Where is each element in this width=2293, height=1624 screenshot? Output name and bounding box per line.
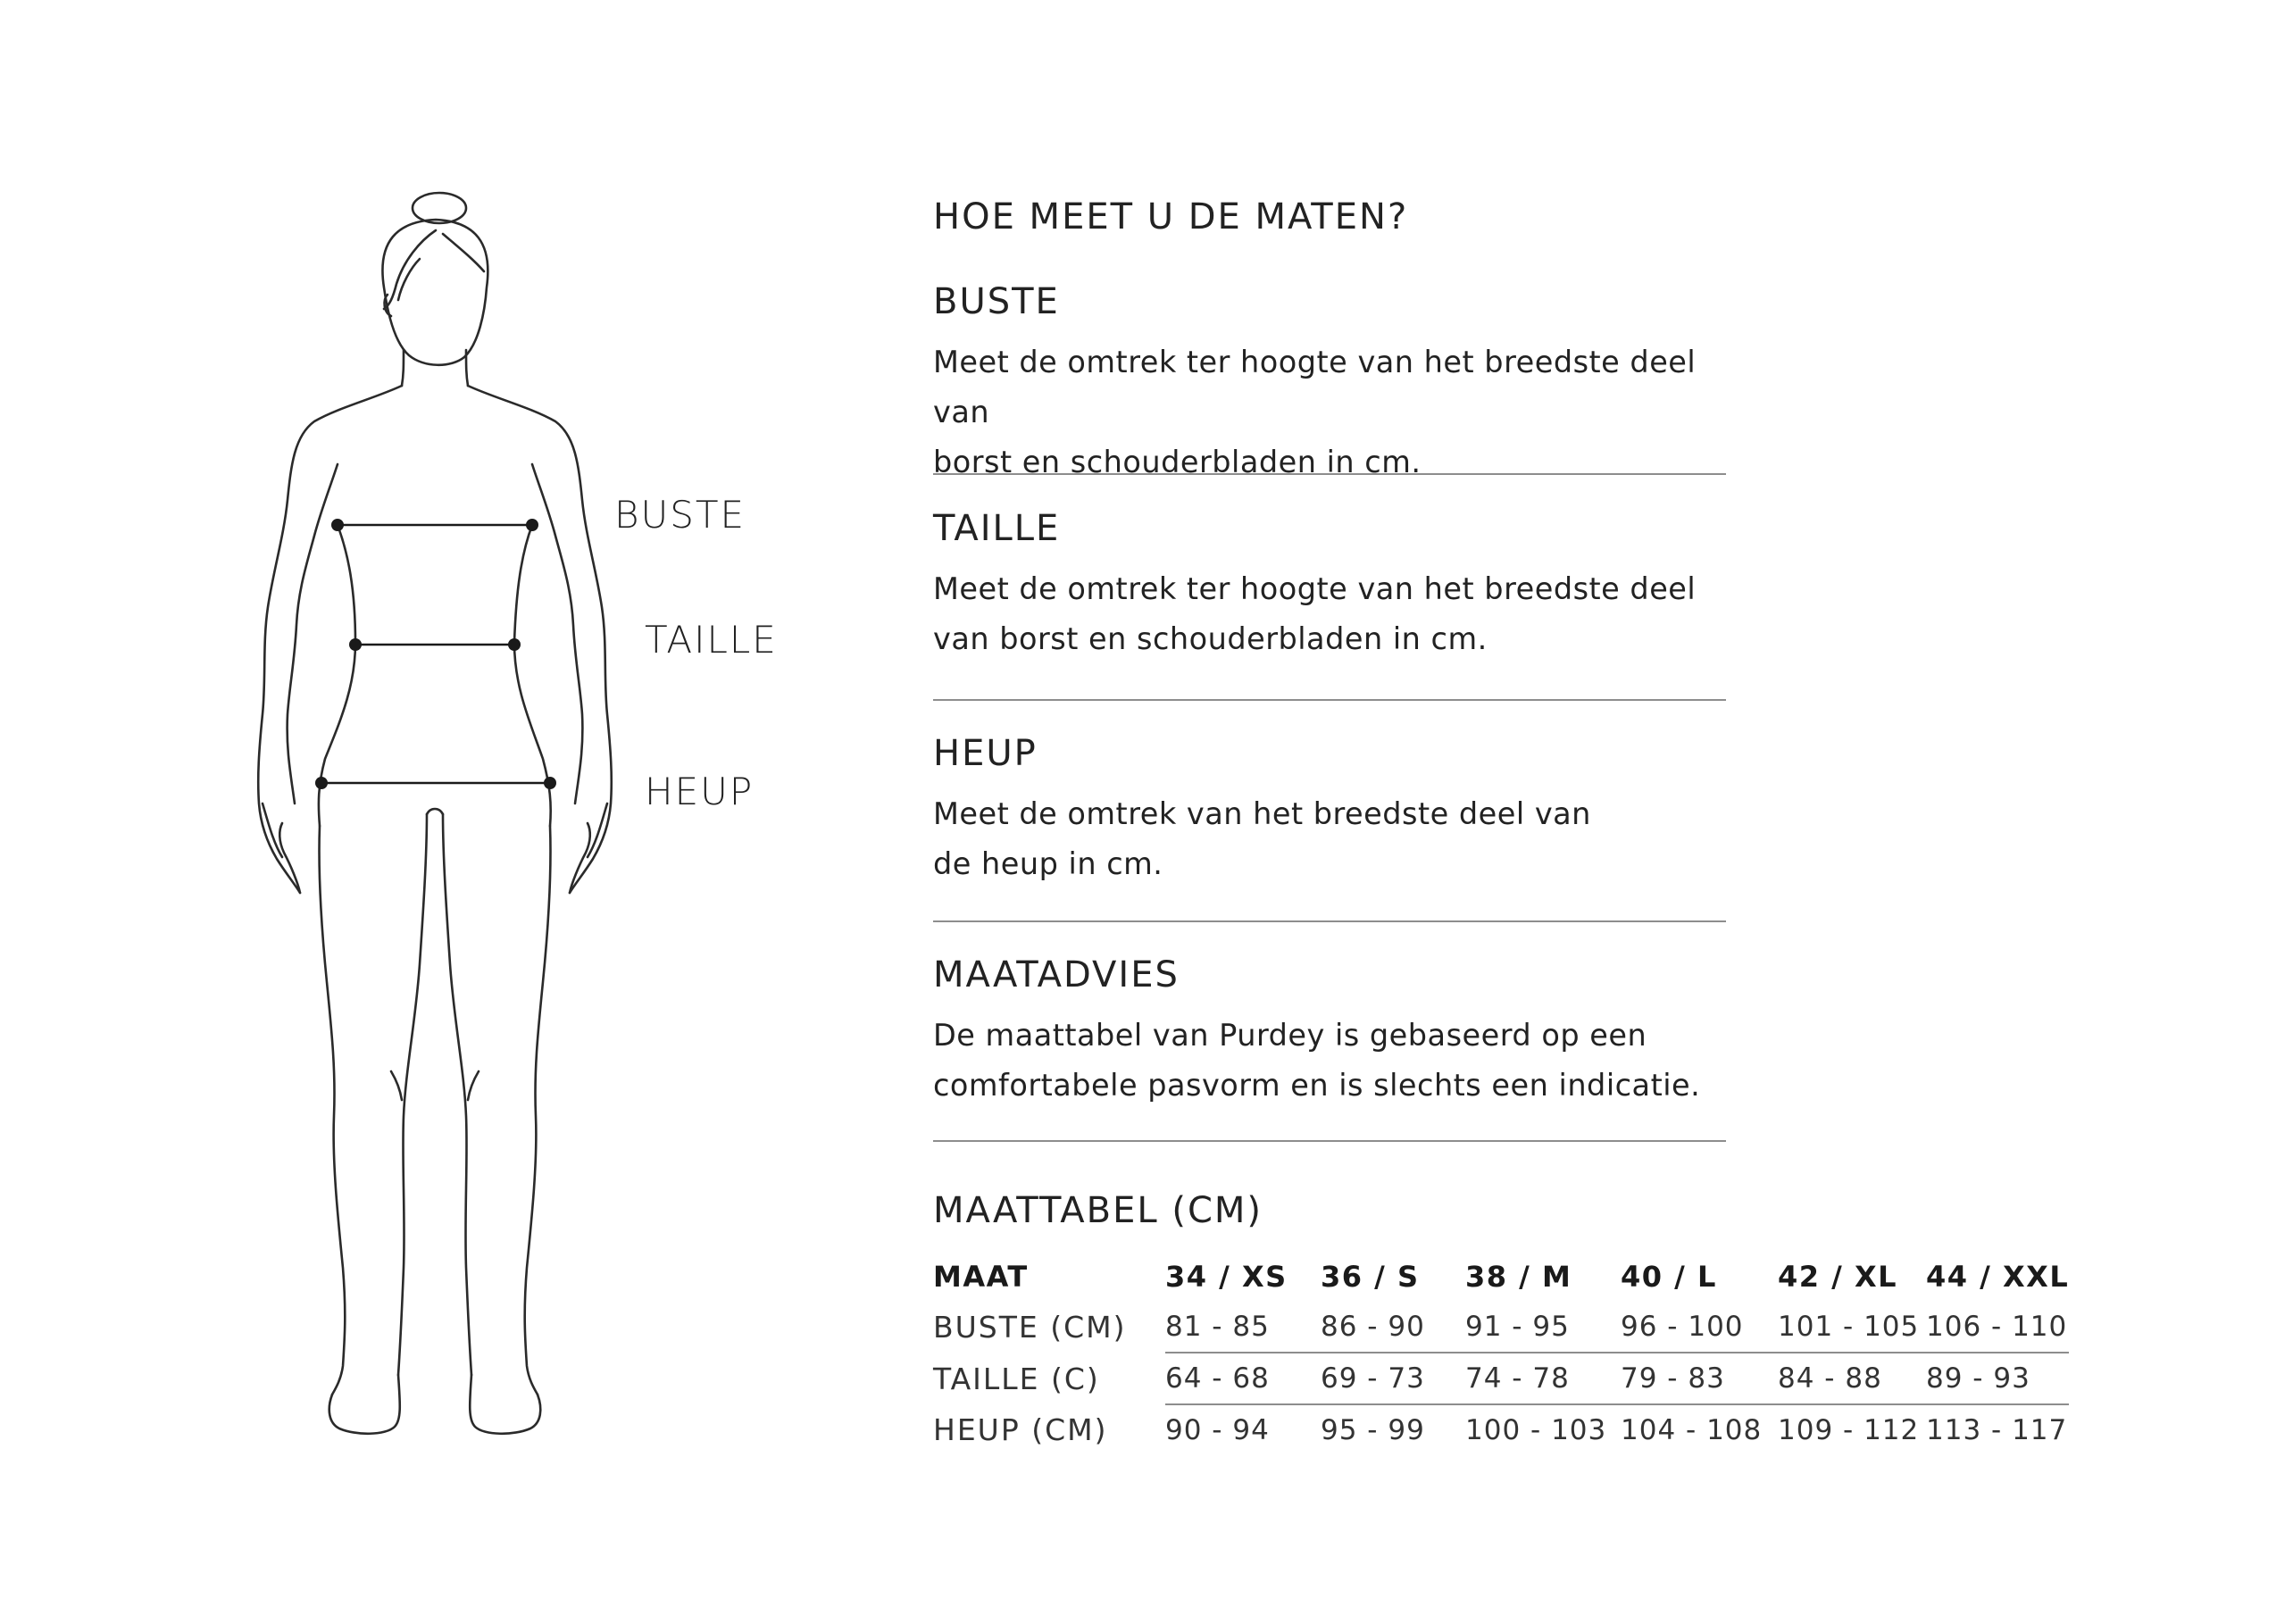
table-cell: 96 - 100 [1621,1311,1744,1343]
table-row-label: HEUP (CM) [933,1412,1108,1447]
table-cell: 104 - 108 [1621,1404,1778,1455]
table-cell: 64 - 68 [1165,1353,1321,1404]
table-row-label: TAILLE (C) [933,1361,1100,1396]
table-cell: 86 - 90 [1321,1311,1425,1343]
measurement-instructions [933,0,2255,1624]
table-cell: 81 - 85 [1165,1311,1270,1343]
body-measurement-figure [0,0,893,1624]
divider [933,920,1726,922]
table-header-cell: 36 / S [1321,1260,1420,1294]
divider [933,473,1726,475]
table-cell: 113 - 117 [1926,1404,2069,1455]
table-header-cell: 34 / XS [1165,1260,1288,1294]
table-cell: 95 - 99 [1321,1404,1465,1455]
table-cell: 89 - 93 [1926,1353,2069,1404]
table-header-cell: 42 / XL [1778,1260,1898,1294]
body-outline-illustration [0,0,893,1624]
divider [933,699,1726,701]
table-cell: 100 - 103 [1465,1404,1621,1455]
table-row [933,1302,2069,1353]
section-size-advice [933,952,1728,1111]
figure-label-hip: HEUP [645,770,755,813]
divider [933,1140,1726,1142]
section-text: Meet de omtrek ter hoogte van het breedste deel van borst en schouderbladen in cm. [933,345,1697,479]
page-title: HOE MEET U DE MATEN? [933,196,1409,237]
table-cell: 79 - 83 [1621,1353,1778,1404]
table-header-cell: 44 / XXL [1926,1260,2070,1294]
table-cell: 69 - 73 [1321,1353,1465,1404]
section-text: De maattabel van Purdey is gebaseerd op een comfortabele pasvorm en is slechts een indicatie. [933,1018,1701,1103]
table-header-cell: 38 / M [1465,1260,1572,1294]
table-cell: 90 - 94 [1165,1404,1321,1455]
table-cell: 109 - 112 [1778,1404,1926,1455]
section-text: Meet de omtrek van het breedste deel van de heup in cm. [933,796,1591,881]
size-table [933,1252,2069,1455]
table-header-cell: 40 / L [1621,1260,1717,1294]
table-cell: 74 - 78 [1465,1353,1621,1404]
section-waist [933,505,1728,664]
section-bust [933,279,1728,487]
table-row-label: BUSTE (CM) [933,1310,1127,1345]
table-header-cell: MAAT [933,1260,1029,1294]
size-table-title: MAATTABEL (CM) [933,1190,1263,1231]
table-cell: 101 - 105 [1778,1311,1920,1343]
table-cell: 106 - 110 [1926,1311,2068,1343]
table-row [933,1404,2069,1455]
figure-label-waist: TAILLE [645,618,778,662]
table-cell: 84 - 88 [1778,1353,1926,1404]
section-title: TAILLE [933,508,1061,549]
section-title: HEUP [933,733,1038,774]
table-row [933,1353,2069,1404]
section-title: MAATADVIES [933,954,1180,995]
figure-label-bust: BUSTE [614,493,746,537]
table-cell: 91 - 95 [1465,1311,1570,1343]
table-header-row [933,1252,2069,1302]
section-text: Meet de omtrek ter hoogte van het breedste deel van borst en schouderbladen in cm. [933,571,1697,656]
section-hip [933,730,1728,889]
section-title: BUSTE [933,281,1060,322]
